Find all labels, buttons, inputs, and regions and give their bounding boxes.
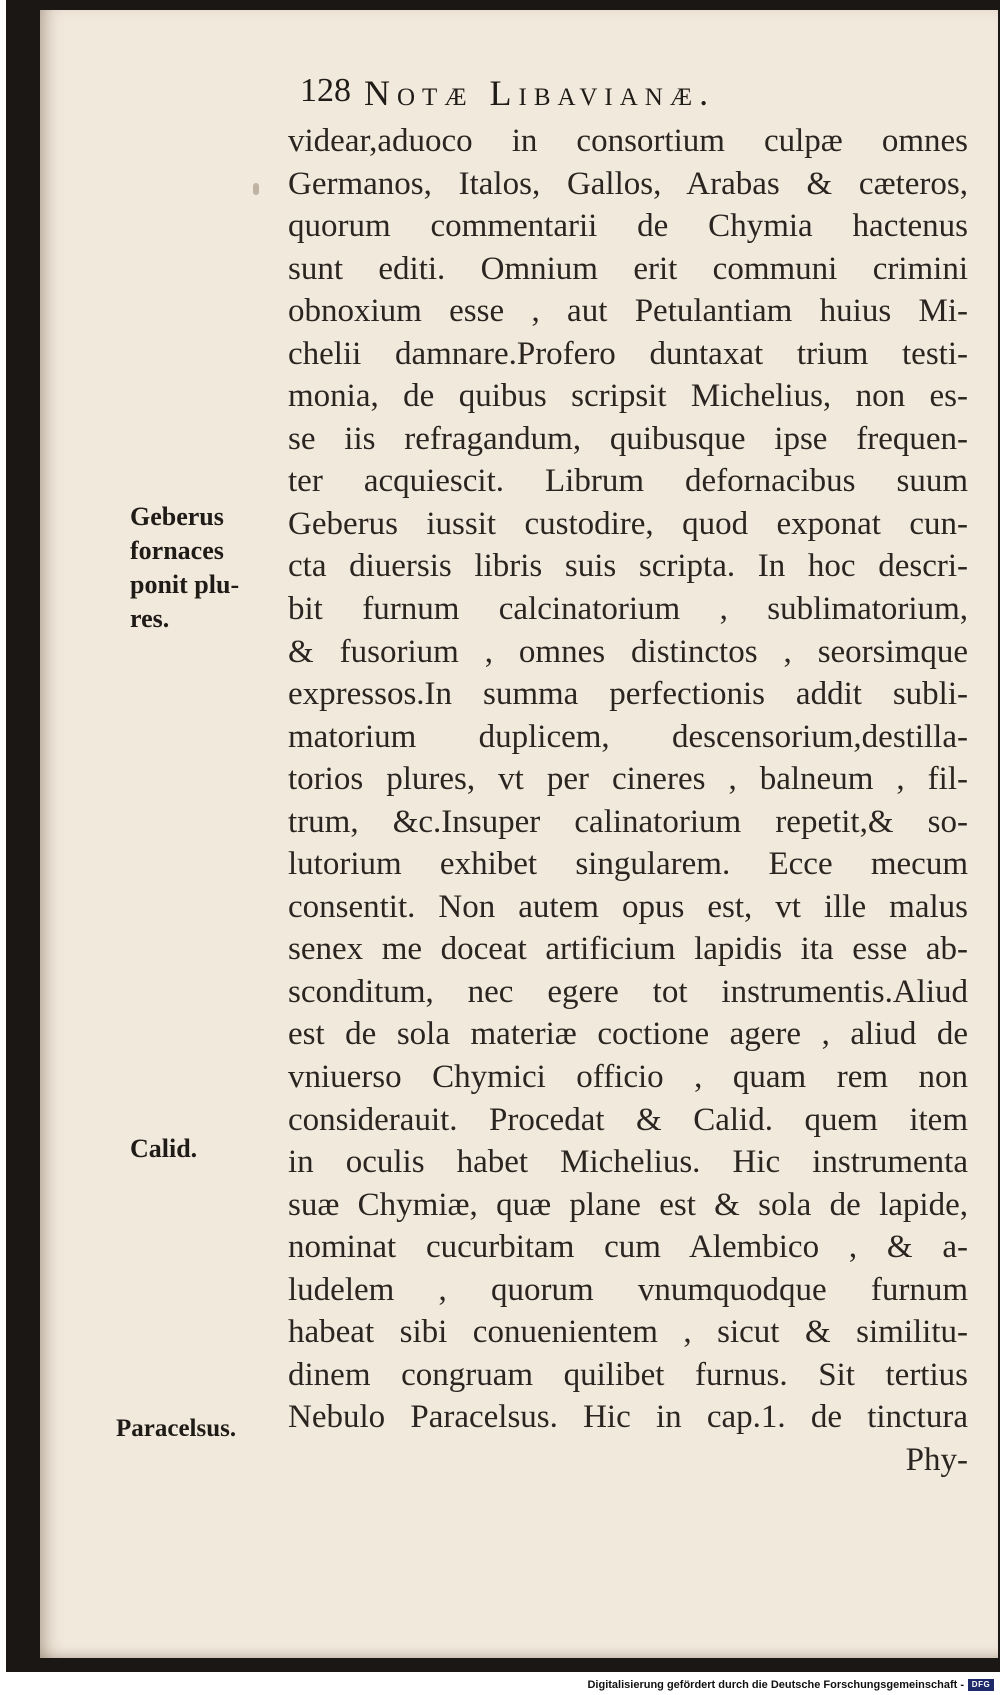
text-line: & fusorium , omnes distinctos , seorsimque (288, 633, 968, 670)
margin-note-line: fornaces (130, 536, 224, 565)
margin-note-calid: Calid. (130, 1134, 198, 1163)
text-line: torios plures, vt per cineres , balneum , fil- (288, 761, 968, 798)
text-line: vniuerso Chymici officio , quam rem non (288, 1059, 968, 1096)
margin-note-geberus (130, 500, 270, 636)
text-line: videar,aduoco in consortium culpæ omnes (288, 123, 968, 159)
text-line: habeat sibi conuenientem , sicut & similitu- (288, 1314, 968, 1351)
footer-credit: Digitalisierung gefördert durch die Deutsche Forschungsgemeinschaft - (587, 1679, 964, 1691)
text-line: monia, de quibus scripsit Michelius, non es- (288, 378, 968, 415)
text-line: considerauit. Procedat & Calid. quem item (288, 1101, 968, 1138)
text-line: dinem congruam quilibet furnus. Sit tertius (288, 1356, 968, 1393)
digitization-footer (587, 1676, 994, 1694)
text-line: matorium duplicem, descensorium,destilla- (288, 718, 968, 755)
text-line: Phy- (905, 1441, 968, 1478)
margin-note-line: Geberus (130, 502, 224, 531)
text-line: ludelem , quorum vnumquodque furnum (288, 1271, 968, 1308)
text-line: sunt editi. Omnium erit communi crimini (288, 250, 968, 287)
text-line: trum, &c.Insuper calinatorium repetit,& so- (288, 803, 968, 840)
text-line: senex me doceat artificium lapidis ita esse ab- (288, 931, 968, 968)
margin-note-line: res. (130, 604, 170, 633)
ink-speck (253, 183, 259, 195)
text-line: est de sola materiæ coctione agere , aliud de (288, 1016, 968, 1053)
text-line: ter acquiescit. Librum defornacibus suum (288, 463, 968, 500)
text-line: in oculis habet Michelius. Hic instrumenta (288, 1144, 968, 1181)
text-line: chelii damnare.Profero duntaxat trium testi- (288, 335, 968, 372)
text-line: sconditum, nec egere tot instrumentis.Aliud (288, 973, 968, 1010)
text-line: lutorium exhibet singularem. Ecce mecum (288, 846, 968, 883)
text-line: expressos.In summa perfectionis addit subli- (288, 676, 968, 713)
margin-note-paracelsus: Paracelsus. (116, 1415, 237, 1442)
text-line: Nebulo Paracelsus. Hic in cap.1. de tinctura (288, 1399, 968, 1436)
text-line: bit furnum calcinatorium , sublimatorium, (288, 591, 968, 628)
text-line: se iis refragandum, quibusque ipse frequen- (288, 420, 968, 457)
text-line: suæ Chymiæ, quæ plane est & sola de lapide, (288, 1186, 968, 1223)
text-line: cta diuersis libris suis scripta. In hoc descri- (288, 548, 968, 585)
text-line: Geberus iussit custodire, quod exponat cun- (288, 505, 968, 542)
text-line: obnoxium esse , aut Petulantiam huius Mi- (288, 293, 968, 330)
running-title: Notæ Libavianæ. (364, 73, 716, 113)
text-line: nominat cucurbitam cum Alembico , & a- (288, 1229, 968, 1266)
text-line: consentit. Non autem opus est, vt ille malus (288, 888, 968, 925)
body-text (288, 120, 968, 1482)
margin-note-line: ponit plu- (130, 570, 240, 599)
text-line: quorum commentarii de Chymia hactenus (288, 208, 968, 245)
page-number: 128 (300, 72, 351, 109)
dfg-logo: DFG (968, 1679, 994, 1691)
text-line: Germanos, Italos, Gallos, Arabas & cæteros, (288, 165, 968, 202)
